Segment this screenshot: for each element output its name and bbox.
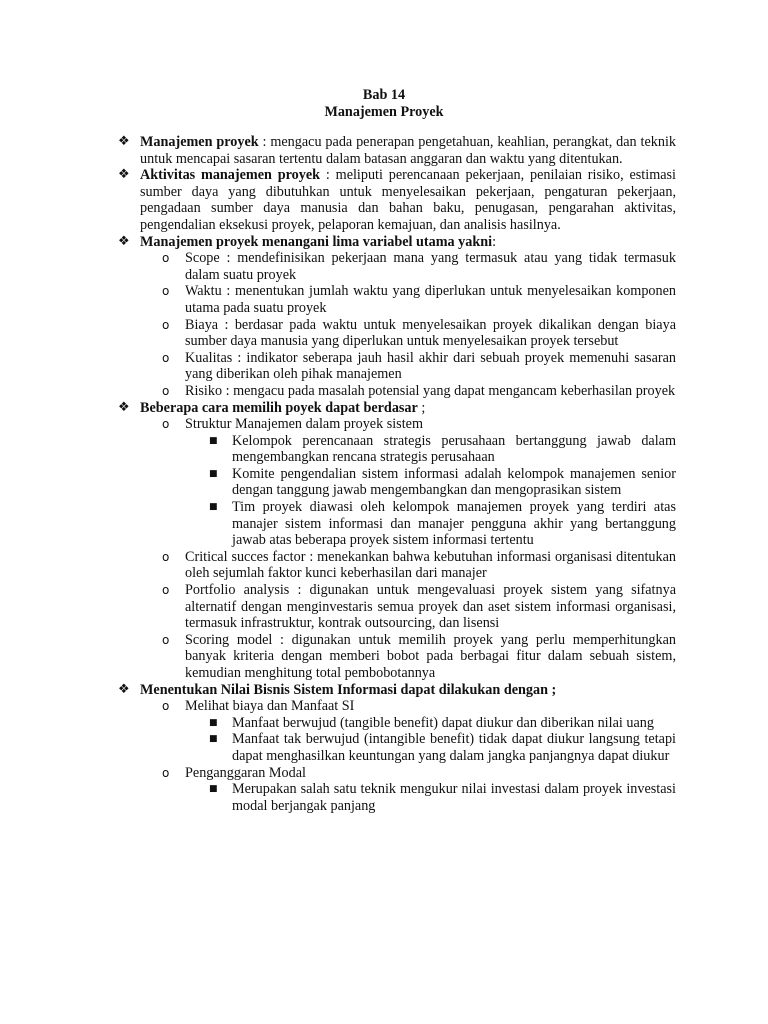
list-item-text: Scoring model : digunakan untuk memilih proyek yang perlu memperhitungkan banyak kriteria dengan memberi bobot pada berbagai fitur dalam sebuah sistem, kemudian menghitung total pembobotannya: [185, 631, 676, 681]
section-item: [118, 682, 676, 699]
list-item-text: Biaya : berdasar pada waktu untuk menyelesaikan proyek dikalikan dengan biaya sumber daya manusia yang diperlukan untuk menyelesaikan proyek tersebut: [185, 316, 676, 350]
circle-bullet-icon: o: [162, 583, 170, 598]
section-item: [118, 234, 676, 251]
title-block: [0, 87, 768, 121]
list-item: [118, 765, 676, 782]
square-bullet-icon: ■: [209, 502, 218, 513]
list-item-text: Critical succes factor : menekankan bahwa kebutuhan informasi organisasi ditentukan oleh sejumlah faktor kunci keberhasilan dari manajer: [185, 548, 676, 582]
sub-list-item-text: Manfaat berwujud (tangible benefit) dapat diukur dan diberikan nilai uang: [232, 714, 654, 731]
sub-list-item-text: Tim proyek diawasi oleh kelompok manajemen proyek yang terdiri atas manajer sistem informasi dan manajer pengguna akhir yang bertanggung jawab atas beberapa proyek sistem informasi tertentu: [232, 499, 676, 549]
list-item: [118, 350, 676, 383]
content: [118, 134, 676, 814]
sub-list-item: [118, 731, 676, 764]
list-item: [118, 549, 676, 582]
chapter-label: Bab 14: [362, 87, 406, 103]
list-item-text: Kualitas : indikator seberapa jauh hasil akhir dari sebuah proyek memenuhi sasaran yang diberikan oleh pihak manajemen: [185, 349, 676, 383]
circle-bullet-icon: o: [162, 383, 170, 398]
square-bullet-icon: ■: [209, 734, 218, 745]
section-heading: Menentukan Nilai Bisnis Sistem Informasi dapat dilakukan dengan ;: [140, 681, 557, 698]
square-bullet-icon: ■: [209, 784, 218, 795]
sub-list-item-text: Kelompok perencanaan strategis perusahaan bertanggung jawab dalam mengembangkan rencana strategis perusahaan: [232, 432, 676, 466]
circle-bullet-icon: o: [162, 699, 170, 714]
section-text: : mengacu pada penerapan pengetahuan, keahlian, perangkat, dan teknik untuk mencapai sasaran tertentu dalam batasan anggaran dan waktu yang ditentukan.: [140, 134, 676, 167]
section-heading: Manajemen proyek menangani lima variabel utama yakni: [140, 233, 493, 250]
section-heading: Manajemen proyek: [140, 134, 259, 150]
section-text: ;: [417, 399, 426, 416]
section-text: : meliputi perencanaan pekerjaan, penilaian risiko, estimasi sumber daya yang dibutuhkan untuk menyelesaikan pekerjaan, pengaturan pekerjaan, pengadaan sumber daya manusia dan bahan baku, penugasan, pengarahan aktivitas, pengendalian eksekusi proyek, pelaporan kemajuan, dan analisis hasilnya.: [140, 167, 676, 233]
circle-bullet-icon: o: [162, 765, 170, 780]
diamond-bullet-icon: ❖: [118, 167, 130, 183]
circle-bullet-icon: o: [162, 417, 170, 432]
list-item-text: Scope : mendefinisikan pekerjaan mana yang termasuk atau yang tidak termasuk dalam suatu proyek: [185, 250, 676, 283]
list-item-text: Risiko : mengacu pada masalah potensial yang dapat mengancam keberhasilan proyek: [185, 382, 676, 399]
list-item: [118, 416, 676, 433]
square-bullet-icon: ■: [209, 717, 218, 728]
sub-list-item-text: Komite pengendalian sistem informasi adalah kelompok manajemen senior dengan tanggung jawab mengembangkan dan mengoprasikan sistem: [232, 465, 676, 499]
diamond-bullet-icon: ❖: [118, 399, 130, 415]
section-item: [118, 134, 676, 167]
diamond-bullet-icon: ❖: [118, 134, 130, 149]
list-item: [118, 250, 676, 283]
sub-list-item: [118, 433, 676, 466]
list-item: [118, 283, 676, 316]
diamond-bullet-icon: ❖: [118, 233, 130, 249]
page-title: Manajemen Proyek: [324, 104, 444, 120]
list-item: [118, 317, 676, 350]
sub-list-item: [118, 781, 676, 814]
list-item-text: Waktu : menentukan jumlah waktu yang diperlukan untuk menyelesaikan komponen utama pada suatu proyek: [185, 283, 676, 316]
section-item: [118, 400, 676, 417]
sub-list-item: [118, 466, 676, 499]
circle-bullet-icon: o: [162, 350, 170, 365]
section-item: [118, 167, 676, 233]
section-heading: Aktivitas manajemen proyek: [140, 167, 321, 184]
section-heading: Beberapa cara memilih poyek dapat berdasar: [140, 399, 418, 416]
list-item-text: Portfolio analysis : digunakan untuk mengevaluasi proyek sistem yang sifatnya alternatif dengan menginvestaris semua proyek dan aset sistem informasi organisasi, termasuk infrastruktur, kontrak outsourcing, dan lisensi: [185, 582, 676, 632]
circle-bullet-icon: o: [162, 317, 170, 332]
list-item-text: Melihat biaya dan Manfaat SI: [185, 698, 355, 715]
list-item: [118, 632, 676, 682]
sub-list-item-text: Merupakan salah satu teknik mengukur nilai investasi dalam proyek investasi modal berjangak panjang: [232, 781, 676, 814]
list-item-text: Struktur Manajemen dalam proyek sistem: [185, 416, 423, 433]
circle-bullet-icon: o: [162, 284, 170, 299]
list-item: [118, 582, 676, 632]
square-bullet-icon: ■: [209, 468, 218, 479]
circle-bullet-icon: o: [162, 251, 170, 266]
sub-list-item: [118, 715, 676, 732]
circle-bullet-icon: o: [162, 632, 170, 647]
square-bullet-icon: ■: [209, 435, 218, 446]
list-item-text: Penganggaran Modal: [185, 764, 306, 781]
list-item: [118, 383, 676, 400]
list-item: [118, 698, 676, 715]
sub-list-item-text: Manfaat tak berwujud (intangible benefit) tidak dapat diukur langsung tetapi dapat menghasilkan keuntungan yang dalam jangka panjangnya dapat diukur: [232, 731, 676, 764]
circle-bullet-icon: o: [162, 549, 170, 564]
diamond-bullet-icon: ❖: [118, 681, 130, 697]
section-text: :: [492, 233, 497, 250]
sub-list-item: [118, 499, 676, 549]
